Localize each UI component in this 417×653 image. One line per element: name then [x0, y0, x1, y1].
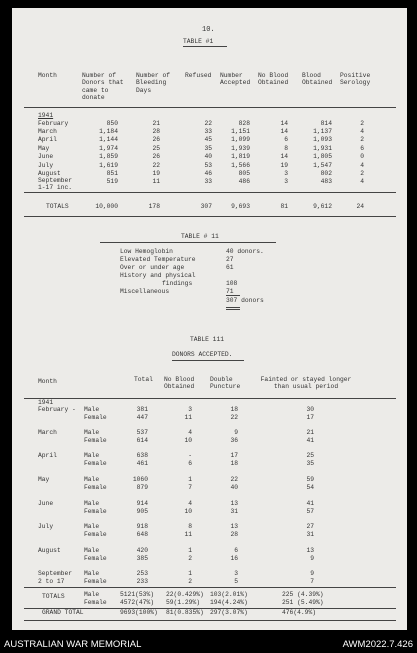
t3-double: 18 [230, 460, 238, 467]
t1-col-obtained: Blood Obtained [302, 72, 333, 87]
t2-count: 108 [226, 280, 238, 287]
t1-col-days: Number of Bleeding Days [136, 72, 171, 94]
t3-fainted: 54 [306, 484, 314, 491]
t1-col-month: Month [38, 72, 57, 79]
t1-totals-obtained: 9,612 [313, 203, 332, 210]
t3-row [12, 523, 407, 531]
table2-sum-rule [226, 295, 240, 296]
t1-donors: 1,859 [99, 153, 118, 160]
t3-month: March [38, 429, 57, 436]
t2-reason: History and physical [120, 272, 196, 279]
t3-col-double: Double Puncture [210, 376, 241, 391]
t2-reason: Low Hemoglobin [120, 248, 173, 255]
t1-month: April [38, 136, 57, 143]
t3-sex: Female [84, 484, 107, 491]
t1-obtained: 1,137 [313, 128, 332, 135]
t3-totals-double: 194(4.24%) [210, 599, 248, 606]
t3-double: 3 [234, 570, 238, 577]
t3-row [12, 547, 407, 555]
t3-no-blood: 4 [188, 500, 192, 507]
t1-donors: 1,974 [99, 145, 118, 152]
t3-month: August [38, 547, 61, 554]
t3-sex: Male [84, 500, 100, 507]
t1-month: September 1-17 inc. [38, 177, 73, 191]
t1-no-blood: 3 [284, 170, 288, 177]
t3-total: 447 [136, 414, 148, 421]
t3-double: 18 [230, 406, 238, 413]
t1-accepted: 1,939 [231, 145, 250, 152]
page-number: 10. [202, 26, 215, 34]
t3-col-no-blood: No Blood Obtained [164, 376, 195, 391]
t3-no-blood: 10 [184, 508, 192, 515]
t3-row [12, 414, 407, 422]
t3-total: 918 [136, 523, 148, 530]
t1-serology: 6 [360, 145, 364, 152]
t3-totals-no-blood: 59(1.29%) [166, 599, 201, 606]
t3-no-blood: 2 [188, 555, 192, 562]
t1-totals-days: 178 [148, 203, 160, 210]
t1-month: May [38, 145, 50, 152]
t3-totals-no-blood: 22(0.429%) [166, 591, 204, 598]
table2-total: 307 donors [226, 297, 264, 304]
t3-no-blood: 11 [184, 414, 192, 421]
t3-no-blood: 7 [188, 484, 192, 491]
grand-total-double: 297(3.07%) [210, 609, 248, 616]
t3-fainted: 13 [306, 547, 314, 554]
t3-sex: Female [84, 437, 107, 444]
t3-double: 17 [230, 452, 238, 459]
t1-totals-row [12, 203, 407, 211]
t1-obtained: 1,547 [313, 162, 332, 169]
t1-days: 22 [152, 162, 160, 169]
t1-refused: 45 [204, 136, 212, 143]
t3-row [12, 555, 407, 563]
table1-title: TABLE #1 [183, 38, 214, 45]
t2-reason: findings [162, 280, 193, 287]
t1-serology: 4 [360, 162, 364, 169]
t1-no-blood: 19 [280, 162, 288, 169]
t3-no-blood: 10 [184, 437, 192, 444]
t1-month: February [38, 120, 69, 127]
t1-totals-refused: 307 [200, 203, 212, 210]
t1-days: 19 [152, 170, 160, 177]
t3-total: 381 [136, 406, 148, 413]
grand-total-label: GRAND TOTAL [42, 609, 84, 616]
footer-reference: AWM2022.7.426 [342, 639, 413, 650]
t1-totals-no-blood: 81 [280, 203, 288, 210]
t1-totals-donors: 10,000 [95, 203, 118, 210]
t3-month: September [38, 570, 73, 577]
t1-donors: 850 [106, 120, 118, 127]
t1-row [12, 145, 407, 153]
t1-row [12, 177, 407, 191]
t3-no-blood: - [188, 452, 192, 459]
table3-subtitle-underline [172, 360, 244, 361]
t2-reason: Miscellaneous [120, 288, 170, 295]
t3-month: 2 to 17 [38, 578, 65, 585]
t1-month: June [38, 153, 54, 160]
t3-fainted: 27 [306, 523, 314, 530]
t3-total: 914 [136, 500, 148, 507]
t1-no-blood: 3 [284, 178, 288, 185]
t1-accepted: 828 [238, 120, 250, 127]
t1-serology: 2 [360, 136, 364, 143]
grand-total-no-blood: 81(0.835%) [166, 609, 204, 616]
t1-serology: 2 [360, 120, 364, 127]
t3-row [12, 452, 407, 460]
t3-sex: Male [84, 429, 100, 436]
t3-no-blood: 8 [188, 523, 192, 530]
t1-col-accepted: Number Accepted [220, 72, 251, 87]
t3-row [12, 500, 407, 508]
t3-double: 13 [230, 500, 238, 507]
t3-fainted: 41 [306, 437, 314, 444]
t3-row [12, 476, 407, 484]
t3-no-blood: 4 [188, 429, 192, 436]
t3-total: 253 [136, 570, 148, 577]
t3-col-month: Month [38, 378, 57, 385]
t1-accepted: 1,566 [231, 162, 250, 169]
t1-month: July [38, 162, 54, 169]
t1-accepted: 1,819 [231, 153, 250, 160]
t1-no-blood: 14 [280, 120, 288, 127]
t3-double: 13 [230, 523, 238, 530]
t1-row [12, 162, 407, 170]
t2-row [12, 272, 407, 280]
t2-row [12, 256, 407, 264]
t3-fainted: 25 [306, 452, 314, 459]
t1-refused: 40 [204, 153, 212, 160]
t3-col-total: Total [134, 376, 153, 383]
t1-refused: 22 [204, 120, 212, 127]
t1-days: 11 [152, 178, 160, 185]
t1-donors: 1,184 [99, 128, 118, 135]
t2-reason: Over or under age [120, 264, 185, 271]
t1-refused: 35 [204, 145, 212, 152]
table1-title-underline [183, 46, 227, 47]
t3-row [12, 406, 407, 414]
t1-no-blood: 14 [280, 128, 288, 135]
t3-total: 879 [136, 484, 148, 491]
t3-total: 614 [136, 437, 148, 444]
t1-row [12, 136, 407, 144]
t1-month: March [38, 128, 57, 135]
t1-no-blood: 6 [284, 136, 288, 143]
t3-totals-sex: Male [84, 591, 100, 598]
t1-obtained: 1,093 [313, 136, 332, 143]
t1-accepted: 1,151 [231, 128, 250, 135]
t1-no-blood: 14 [280, 153, 288, 160]
t3-double: 22 [230, 414, 238, 421]
t3-sex: Male [84, 476, 100, 483]
t1-days: 25 [152, 145, 160, 152]
t3-totals-double: 103(2.01%) [210, 591, 248, 598]
t1-col-serology: Positive Serology [340, 72, 371, 87]
table2-title: TABLE # 11 [181, 233, 219, 240]
t3-total: 537 [136, 429, 148, 436]
t3-total: 638 [136, 452, 148, 459]
t3-no-blood: 1 [188, 476, 192, 483]
t1-col-donors: Number of Donors that came to donate [82, 72, 124, 101]
t3-grand-total-row [12, 609, 407, 617]
t3-header-rule [24, 398, 396, 399]
t3-double: 5 [234, 578, 238, 585]
t3-sex: Male [84, 570, 100, 577]
t1-row [12, 128, 407, 136]
t3-total: 233 [136, 578, 148, 585]
t3-month: April [38, 452, 57, 459]
t1-totals-label: TOTALS [46, 203, 69, 210]
t1-totals-accepted: 9,693 [231, 203, 250, 210]
t3-total: 420 [136, 547, 148, 554]
t1-days: 21 [152, 120, 160, 127]
t3-fainted: 59 [306, 476, 314, 483]
t3-no-blood: 1 [188, 570, 192, 577]
t3-sex: Male [84, 406, 100, 413]
t2-count: 61 [226, 264, 234, 271]
t3-sex: Female [84, 555, 107, 562]
t3-totals-label: TOTALS [42, 593, 65, 600]
t1-accepted: 486 [238, 178, 250, 185]
t3-total: 905 [136, 508, 148, 515]
table2-double-rule-b [226, 309, 240, 310]
t3-sex: Female [84, 578, 107, 585]
t1-obtained: 483 [320, 178, 332, 185]
t3-sex: Male [84, 523, 100, 530]
t3-sex: Male [84, 547, 100, 554]
t2-reason: Elevated Temperature [120, 256, 196, 263]
t3-row [12, 570, 407, 578]
t3-total: 648 [136, 531, 148, 538]
t3-double: 16 [230, 555, 238, 562]
t1-year: 1941 [38, 112, 54, 119]
t3-total: 385 [136, 555, 148, 562]
t3-fainted: 9 [310, 570, 314, 577]
t3-totals-sex: Female [84, 599, 107, 606]
t3-sex: Female [84, 414, 107, 421]
t1-row [12, 153, 407, 161]
t3-row [12, 437, 407, 445]
t3-fainted: 17 [306, 414, 314, 421]
t3-total: 1060 [132, 476, 148, 483]
t3-double: 22 [230, 476, 238, 483]
t3-totals-total: 4572(47%) [120, 599, 155, 606]
document-page [12, 8, 407, 630]
t1-obtained: 1,805 [313, 153, 332, 160]
footer-source: AUSTRALIAN WAR MEMORIAL [4, 639, 142, 650]
t3-row [12, 531, 407, 539]
t1-col-refused: Refused [185, 72, 212, 79]
t1-serology: 4 [360, 178, 364, 185]
t3-fainted: 9 [310, 555, 314, 562]
t1-accepted: 1,099 [231, 136, 250, 143]
t3-fainted: 57 [306, 508, 314, 515]
t2-row [12, 264, 407, 272]
t3-double: 36 [230, 437, 238, 444]
t3-col-fainted: Fainted or stayed longer than usual period [260, 376, 352, 391]
t1-obtained: 1,931 [313, 145, 332, 152]
t3-fainted: 35 [306, 460, 314, 467]
t1-serology: 2 [360, 170, 364, 177]
table3-title: TABLE 111 [190, 336, 225, 343]
t1-accepted: 805 [238, 170, 250, 177]
t2-row [12, 280, 407, 288]
t1-days: 26 [152, 136, 160, 143]
t3-totals-row [12, 599, 407, 607]
t3-row [12, 508, 407, 516]
t3-no-blood: 1 [188, 547, 192, 554]
t1-refused: 53 [204, 162, 212, 169]
t3-row [12, 460, 407, 468]
t3-no-blood: 6 [188, 460, 192, 467]
table3-subtitle: DONORS ACCEPTED. [172, 351, 233, 358]
grand-total-fainted: 476(4.9%) [282, 609, 317, 616]
t3-month: May [38, 476, 50, 483]
t1-donors: 519 [106, 178, 118, 185]
t1-totals-rule [24, 192, 396, 193]
t1-serology: 4 [360, 128, 364, 135]
t3-row [12, 578, 407, 586]
t2-row [12, 248, 407, 256]
t2-count: 40 donors. [226, 248, 264, 255]
t3-fainted: 30 [306, 406, 314, 413]
t3-double: 31 [230, 508, 238, 515]
t1-totals-serology: 24 [356, 203, 364, 210]
t3-sex: Female [84, 460, 107, 467]
t2-count: 27 [226, 256, 234, 263]
t3-month: February - [38, 406, 76, 413]
t3-no-blood: 11 [184, 531, 192, 538]
t2-row [12, 288, 407, 296]
t3-month: July [38, 523, 54, 530]
t3-double: 9 [234, 429, 238, 436]
table2-double-rule-a [226, 307, 240, 308]
t3-bottom-rule [24, 620, 396, 621]
t3-sex: Female [84, 531, 107, 538]
t3-fainted: 41 [306, 500, 314, 507]
t1-obtained: 814 [320, 120, 332, 127]
t3-fainted: 7 [310, 578, 314, 585]
t1-days: 28 [152, 128, 160, 135]
t3-double: 40 [230, 484, 238, 491]
t3-row [12, 429, 407, 437]
t3-no-blood: 2 [188, 578, 192, 585]
t3-double: 6 [234, 547, 238, 554]
t1-header-rule [24, 107, 396, 108]
t3-no-blood: 3 [188, 406, 192, 413]
t1-serology: 0 [360, 153, 364, 160]
t3-month: June [38, 500, 54, 507]
archive-footer [0, 636, 417, 653]
t1-days: 26 [152, 153, 160, 160]
t3-totals-fainted: 251 (5.49%) [282, 599, 324, 606]
t3-total: 461 [136, 460, 148, 467]
t1-refused: 33 [204, 178, 212, 185]
t1-refused: 33 [204, 128, 212, 135]
t1-donors: 1,144 [99, 136, 118, 143]
t3-totals-total: 5121(53%) [120, 591, 155, 598]
t1-no-blood: 8 [284, 145, 288, 152]
t3-sex: Female [84, 508, 107, 515]
t3-totals-row [12, 591, 407, 599]
t1-row [12, 120, 407, 128]
table2-rule-top [100, 242, 276, 243]
t1-obtained: 802 [320, 170, 332, 177]
t3-fainted: 31 [306, 531, 314, 538]
t3-double: 28 [230, 531, 238, 538]
t1-col-no-blood: No Blood Obtained [258, 72, 289, 87]
t1-donors: 1,619 [99, 162, 118, 169]
t1-bottom-rule [24, 216, 396, 217]
t2-count: 71 [226, 288, 234, 295]
t3-row [12, 484, 407, 492]
t3-fainted: 21 [306, 429, 314, 436]
t1-refused: 46 [204, 170, 212, 177]
grand-total-total: 9693(100%) [120, 609, 158, 616]
t3-sex: Male [84, 452, 100, 459]
t3-totals-rule [24, 587, 396, 588]
t1-donors: 851 [106, 170, 118, 177]
t3-totals-fainted: 225 (4.39%) [282, 591, 324, 598]
t1-month: August [38, 170, 61, 177]
t3-year: 1941 [38, 399, 54, 406]
